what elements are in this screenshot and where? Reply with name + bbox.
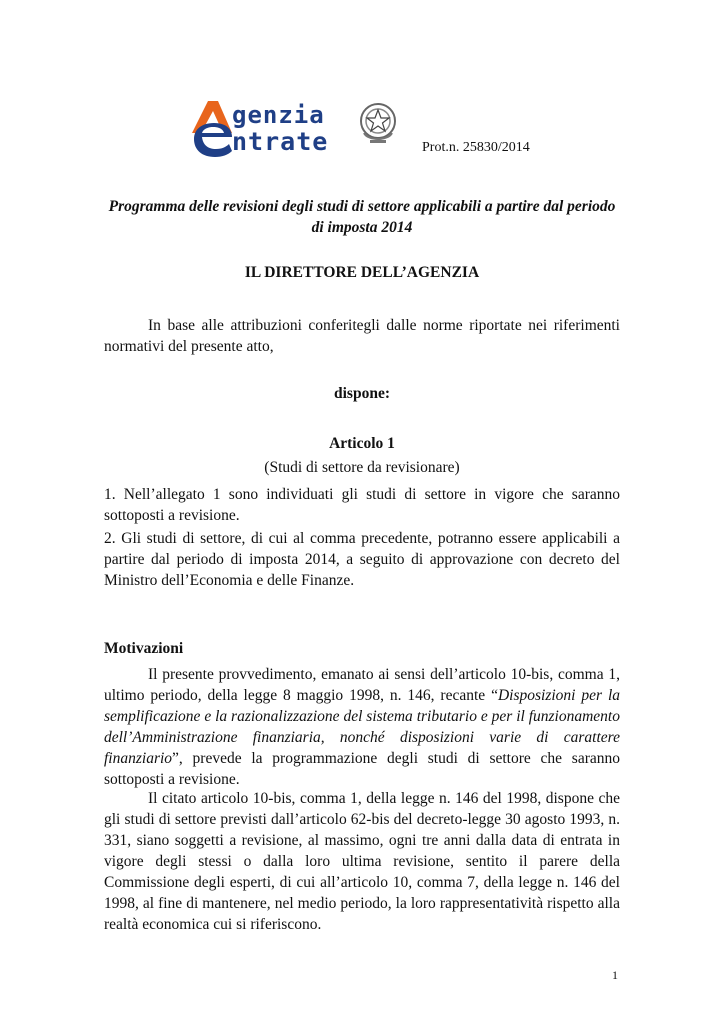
- motivazioni-paragraph-2: Il citato articolo 10-bis, comma 1, della legge n. 146 del 1998, dispone che gli studi di settore previsti dall’articolo 62-bis del decreto-legge 30 agosto 1993, n. 331, siano soggetti a revisione, al massimo, ogni tre anni dalla data di entrata in vigore degli stessi o dalla loro ultima revisione, sentito il parere della Commissione degli esperti, di cui all’articolo 10, comma 7, della legge n. 146 del 1998, al fine di mantenere, nel medio periodo, la loro rappresentatività rispetto alla realtà economica cui si riferiscono.: [104, 790, 620, 933]
- intro-paragraph: In base alle attribuzioni conferitegli dalle norme riportate nei riferimenti normativi del presente atto,: [104, 317, 620, 355]
- director-heading: IL DIRETTORE DELL’AGENZIA: [244, 264, 480, 281]
- motivazioni-heading: Motivazioni: [104, 640, 184, 657]
- agenzia-entrate-logo: [188, 99, 408, 159]
- motivazioni-p1-text-b: ”, prevede la programmazione degli studi di settore che saranno sottoposti a revisione.: [104, 750, 620, 788]
- logo-wordmark: [188, 99, 358, 159]
- article-paragraph-1: 1. Nell’allegato 1 sono individuati gli studi di settore in vigore che saranno sottoposti a revisione.: [104, 486, 620, 524]
- logo-line2: ntrate: [232, 127, 329, 156]
- logo-line1: genzia: [232, 101, 325, 129]
- page-number: 1: [612, 968, 618, 982]
- article-paragraph-2: 2. Gli studi di settore, di cui al comma precedente, potranno essere applicabili a partire dal periodo di imposta 2014, a seguito di approvazione con decreto del Ministro dell’Economia e delle Finanze.: [104, 530, 620, 589]
- motivazioni-p1-italic: Disposizioni per la semplificazione e la razionalizzazione del sistema tributario e per il funzionamento dell’Amministrazione finanziaria, nonché disposizioni varie di carattere finanziario: [104, 687, 621, 767]
- protocol-number: Prot.n. 25830/2014: [422, 140, 530, 155]
- italian-republic-emblem-icon: [358, 101, 398, 145]
- article-subtitle: (Studi di settore da revisionare): [264, 459, 460, 476]
- motivazioni-paragraph-1: [104, 664, 620, 790]
- motivazioni-p1-text-a: Il presente provvedimento, emanato ai sensi dell’articolo 10-bis, comma 1, ultimo periodo, della legge 8 maggio 1998, n. 146, recante “: [104, 666, 620, 704]
- article-title: Articolo 1: [329, 435, 395, 452]
- document-title: Programma delle revisioni degli studi di settore applicabili a partire dal periodo di imposta 2014: [108, 198, 616, 236]
- dispone-heading: dispone:: [334, 385, 390, 402]
- logo-ae-mark-icon: [188, 99, 238, 159]
